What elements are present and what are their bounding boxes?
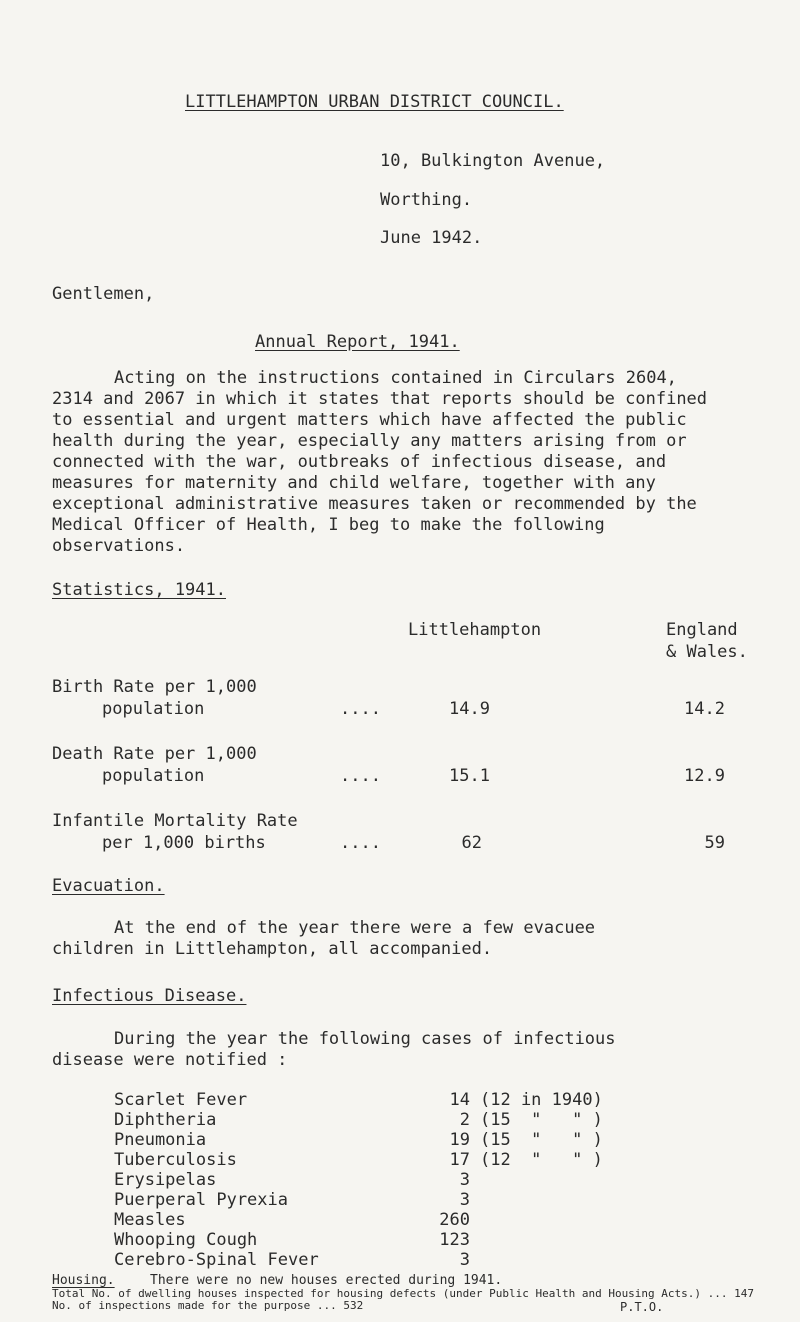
- disease-cases: 3: [459, 1250, 470, 1270]
- disease-name: Diphtheria: [114, 1110, 217, 1130]
- stat-england: 14.2: [684, 699, 725, 719]
- intro-line: health during the year, especially any matters arising from or: [52, 431, 687, 451]
- housing-heading: Housing.: [52, 1273, 115, 1288]
- evacuation-text: At the end of the year there were a few evacuee: [114, 918, 596, 938]
- disease-name: Cerebro-Spinal Fever: [114, 1250, 319, 1270]
- address-line-2: Worthing.: [380, 190, 473, 210]
- stat-label: Birth Rate per 1,000: [52, 677, 257, 697]
- report-title: Annual Report, 1941.: [255, 332, 460, 352]
- disease-name: Tuberculosis: [114, 1150, 237, 1170]
- infectious-heading: Infectious Disease.: [52, 986, 247, 1006]
- stat-littlehampton: 62: [461, 833, 482, 853]
- disease-cases: 3: [459, 1170, 470, 1190]
- intro-line: Acting on the instructions contained in Circulars 2604,: [114, 368, 677, 388]
- stat-littlehampton: 14.9: [449, 699, 490, 719]
- statistics-heading: Statistics, 1941.: [52, 580, 226, 600]
- stat-label-cont: population: [102, 699, 205, 719]
- intro-line: observations.: [52, 536, 186, 556]
- page-footer: P.T.O.: [620, 1300, 664, 1314]
- disease-cases: 123: [439, 1230, 470, 1250]
- stat-littlehampton: 15.1: [449, 766, 490, 786]
- col-england: England: [666, 620, 738, 640]
- stat-leader: ....: [340, 766, 381, 786]
- housing-item-2-label: No. of inspections made for the purpose: [52, 1299, 311, 1312]
- council-heading: LITTLEHAMPTON URBAN DISTRICT COUNCIL.: [185, 92, 564, 112]
- stat-label-cont: population: [102, 766, 205, 786]
- infectious-text: During the year the following cases of infectious: [114, 1029, 616, 1049]
- disease-cases: 19: [449, 1130, 470, 1150]
- disease-name: Erysipelas: [114, 1170, 217, 1190]
- stat-england: 59: [704, 833, 725, 853]
- intro-line: exceptional administrative measures taken or recommended by the: [52, 494, 697, 514]
- stat-label-cont: per 1,000 births: [102, 833, 266, 853]
- letter-date: June 1942.: [380, 228, 483, 248]
- stat-label: Infantile Mortality Rate: [52, 811, 298, 831]
- disease-cases: 17: [449, 1150, 470, 1170]
- housing-item-1-line2: for housing defects (under Public Health: [310, 1287, 576, 1300]
- stat-label: Death Rate per 1,000: [52, 744, 257, 764]
- intro-line: measures for maternity and child welfare, together with any: [52, 473, 656, 493]
- infectious-text: disease were notified :: [52, 1050, 288, 1070]
- disease-previous: (12 in 1940): [480, 1090, 603, 1110]
- housing-item-1-value: ... 147: [707, 1287, 755, 1300]
- disease-name: Puerperal Pyrexia: [114, 1190, 288, 1210]
- address-line-1: 10, Bulkington Avenue,: [380, 151, 606, 171]
- disease-cases: 2: [459, 1110, 470, 1130]
- housing-item-2-value: ... 532: [316, 1299, 364, 1312]
- disease-cases: 14: [449, 1090, 470, 1110]
- disease-previous: (12 " " ): [480, 1150, 603, 1170]
- intro-line: Medical Officer of Health, I beg to make the following: [52, 515, 605, 535]
- stat-england: 12.9: [684, 766, 725, 786]
- salutation: Gentlemen,: [52, 284, 155, 304]
- housing-item-2: [52, 1300, 363, 1312]
- intro-line: connected with the war, outbreaks of infectious disease, and: [52, 452, 667, 472]
- housing-item-1-line1: Total No. of dwelling houses inspected: [52, 1287, 304, 1300]
- intro-line: to essential and urgent matters which have affected the public: [52, 410, 687, 430]
- stat-leader: ....: [340, 699, 381, 719]
- disease-name: Scarlet Fever: [114, 1090, 248, 1110]
- housing-item-1-line3: and Housing Acts.): [581, 1287, 702, 1300]
- disease-name: Measles: [114, 1210, 186, 1230]
- evacuation-heading: Evacuation.: [52, 876, 165, 896]
- disease-previous: (15 " " ): [480, 1110, 603, 1130]
- evacuation-text: children in Littlehampton, all accompanied.: [52, 939, 493, 959]
- col-littlehampton: Littlehampton: [408, 620, 542, 640]
- disease-name: Pneumonia: [114, 1130, 207, 1150]
- col-wales: & Wales.: [666, 642, 748, 662]
- disease-cases: 3: [459, 1190, 470, 1210]
- disease-name: Whooping Cough: [114, 1230, 258, 1250]
- disease-previous: (15 " " ): [480, 1130, 603, 1150]
- housing-text: There were no new houses erected during 1941.: [150, 1273, 503, 1288]
- disease-cases: 260: [439, 1210, 470, 1230]
- intro-line: 2314 and 2067 in which it states that reports should be confined: [52, 389, 708, 409]
- stat-leader: ....: [340, 833, 381, 853]
